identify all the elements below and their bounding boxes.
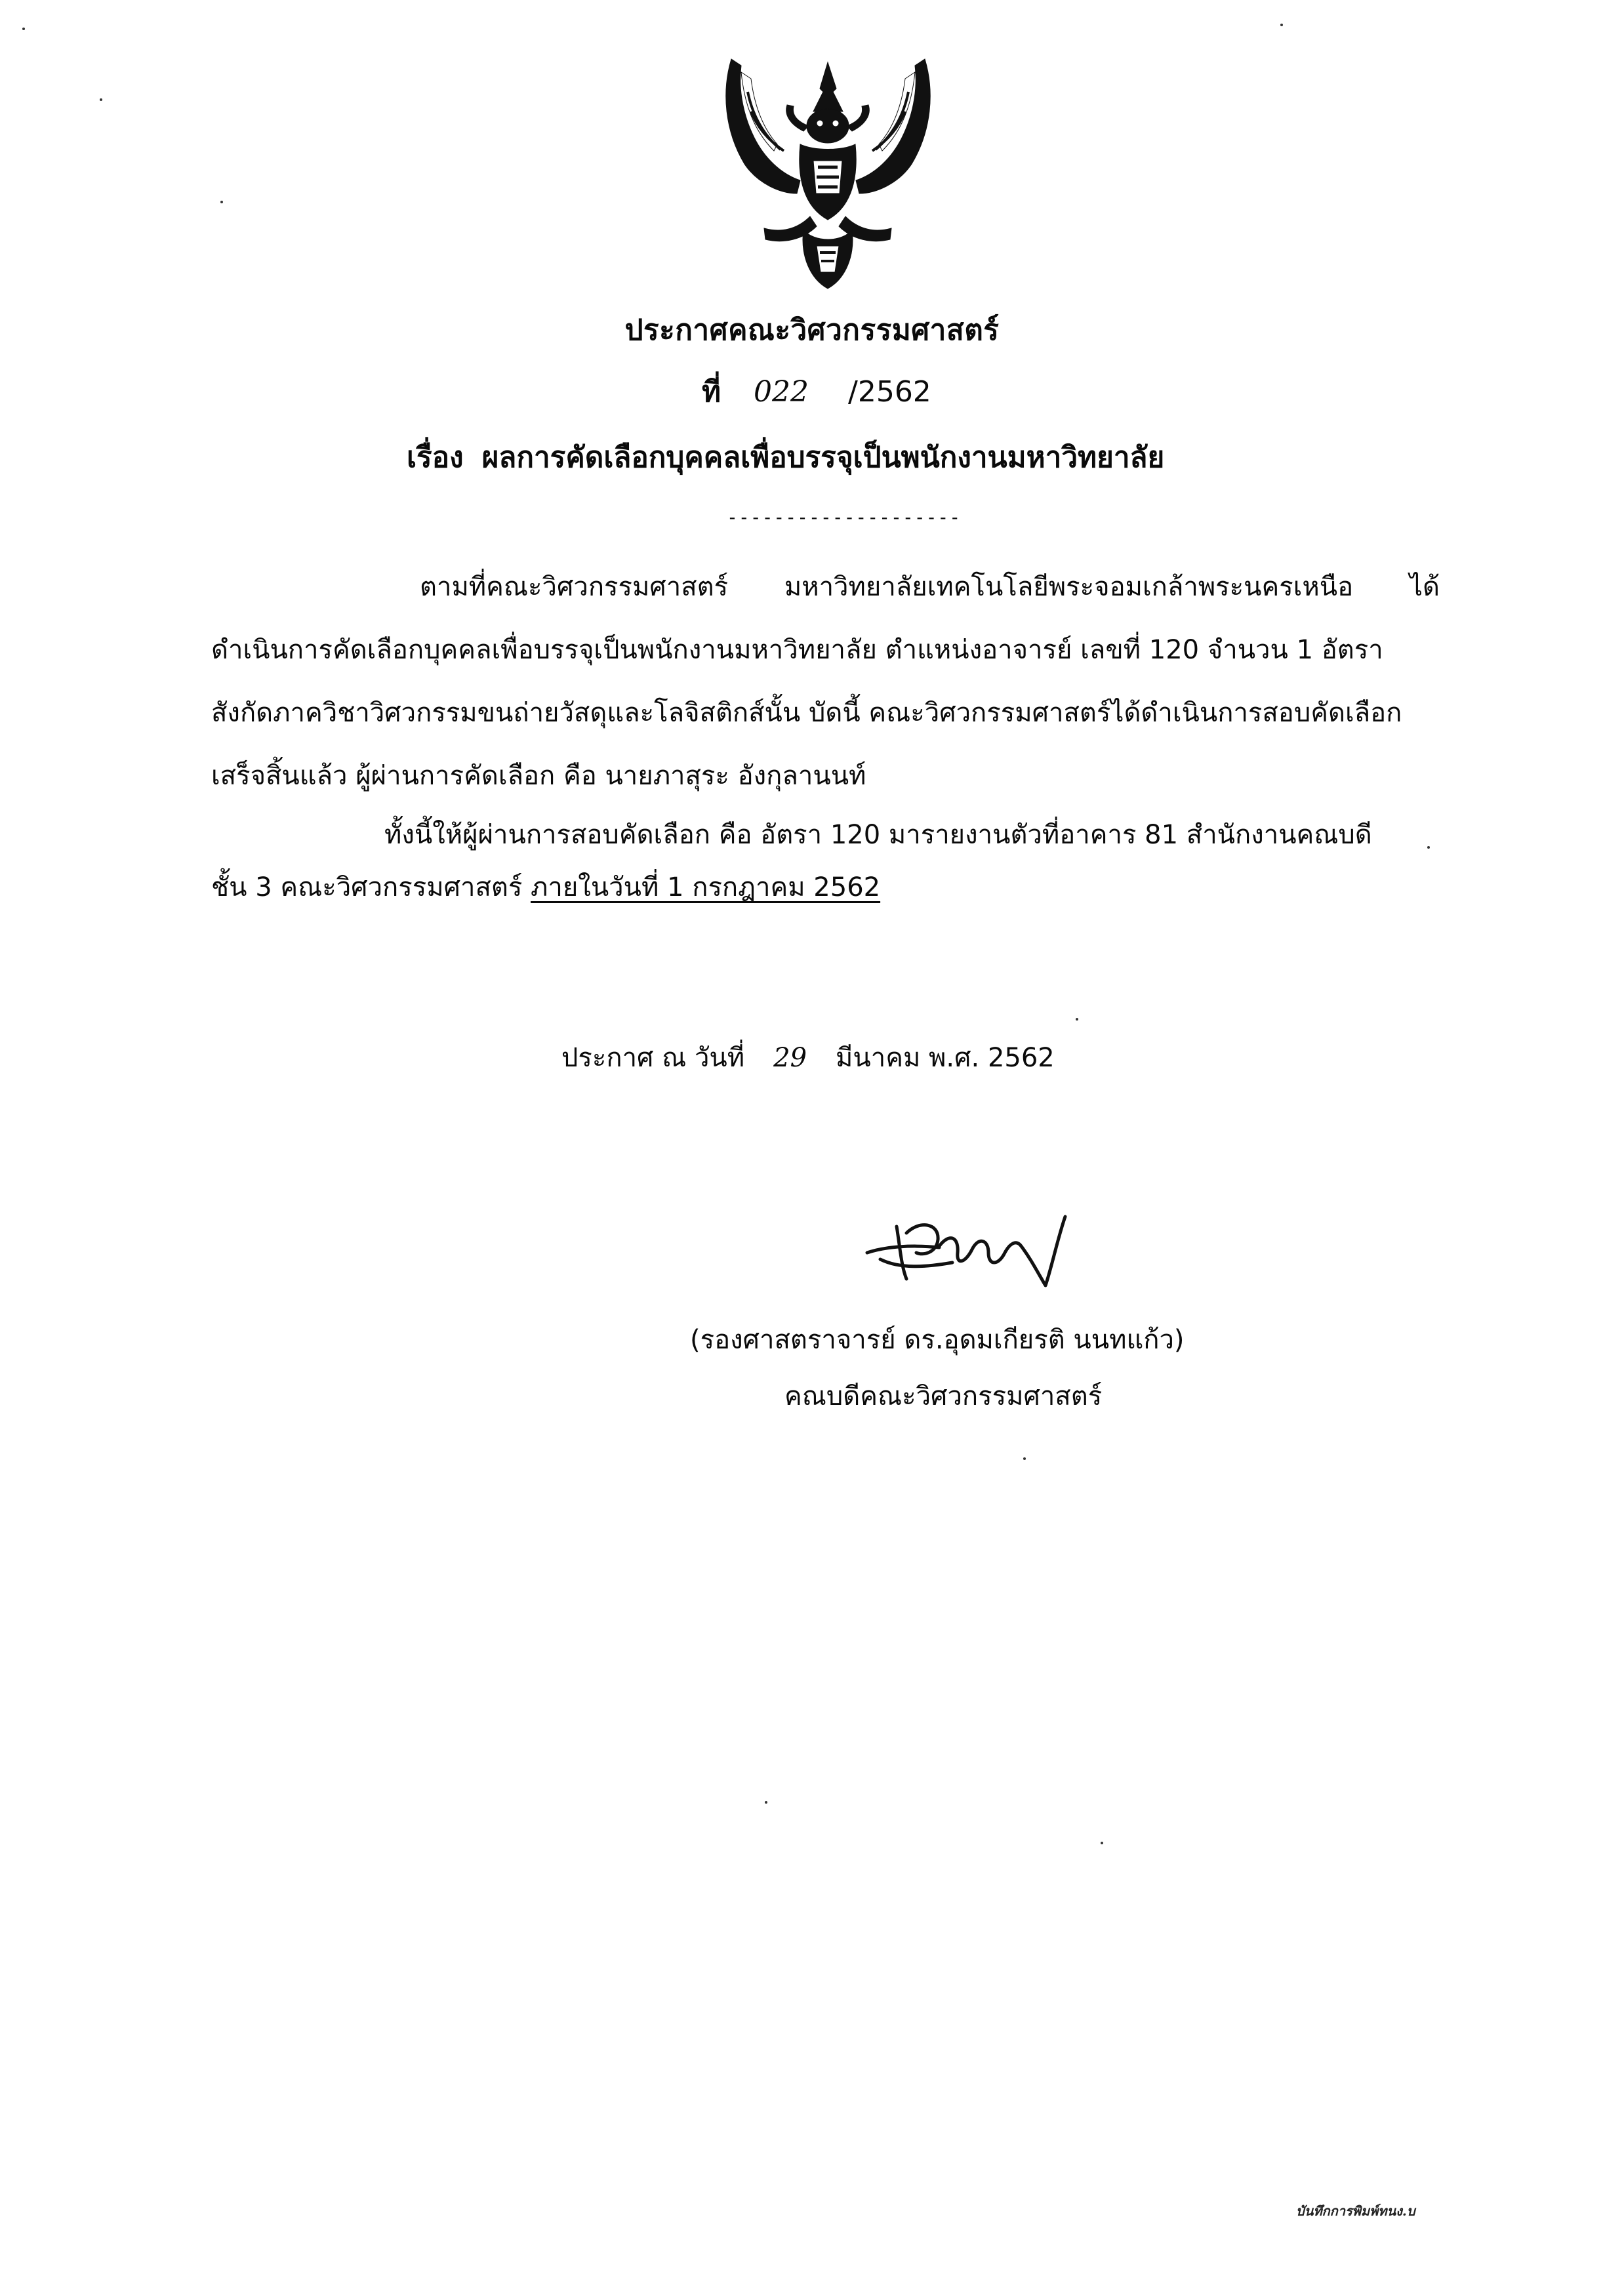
body-paragraph-line-5: ทั้งนี้ให้ผู้ผ่านการสอบคัดเลือก คือ อัตรา 120 มารายงานตัวที่อาคาร 81 สำนักงานคณบดี xyxy=(384,820,1372,850)
body-paragraph-line-2: ดำเนินการคัดเลือกบุคคลเพื่อบรรจุเป็นพนักงานมหาวิทยาลัย ตำแหน่งอาจารย์ เลขที่ 120 จำนวน 1 อัตรา xyxy=(211,635,1383,665)
garuda-emblem-icon xyxy=(718,52,938,292)
scan-speck xyxy=(1280,24,1283,26)
announcement-date xyxy=(561,1036,1055,1078)
number-label: ที่ xyxy=(702,375,721,409)
divider: -------------------- xyxy=(727,506,962,528)
date-day-handwritten: 29 xyxy=(773,1043,807,1073)
subject-label: เรื่อง xyxy=(407,441,464,474)
scan-speck xyxy=(765,1801,767,1804)
body-paragraph-line-6 xyxy=(211,866,880,908)
scan-speck xyxy=(1023,1457,1026,1460)
announcement-number xyxy=(702,369,931,415)
scan-speck xyxy=(100,98,102,101)
body-line1-part1: ตามที่คณะวิศวกรรมศาสตร์ xyxy=(420,572,729,602)
signer-title: คณบดีคณะวิศวกรรมศาสตร์ xyxy=(784,1381,1103,1411)
body-paragraph-line-1 xyxy=(420,565,1440,607)
body-paragraph-line-3: สังกัดภาควิชาวิศวกรรมขนถ่ายวัสดุและโลจิสติกส์นั้น บัดนี้ คณะวิศวกรรมศาสตร์ได้ดำเนินการสอบคัดเลือก xyxy=(211,698,1402,728)
subject-line xyxy=(407,434,1164,480)
scan-speck xyxy=(220,201,223,203)
scan-speck xyxy=(1076,1018,1078,1021)
number-handwritten: 022 xyxy=(754,375,809,409)
scan-speck xyxy=(1101,1842,1103,1844)
scan-speck xyxy=(22,28,25,30)
deadline-text: ภายในวันที่ 1 กรกฎาคม 2562 xyxy=(531,872,881,902)
body-line6-plain: ชั้น 3 คณะวิศวกรรมศาสตร์ xyxy=(211,872,531,902)
signer-name: (รองศาสตราจารย์ ดร.อุดมเกียรติ นนทแก้ว) xyxy=(690,1325,1185,1355)
number-year: /2562 xyxy=(848,375,931,409)
document-title: ประกาศคณะวิศวกรรมศาสตร์ xyxy=(624,314,1000,347)
body-line1-part2: มหาวิทยาลัยเทคโนโลยีพระจอมเกล้าพระนครเหนือ xyxy=(784,572,1354,602)
body-line1-part3: ได้ xyxy=(1409,572,1440,602)
body-paragraph-line-4: เสร็จสิ้นแล้ว ผู้ผ่านการคัดเลือก คือ นายภาสุระ อังกุลานนท์ xyxy=(211,761,866,791)
scan-speck xyxy=(1427,846,1430,849)
date-prefix: ประกาศ ณ วันที่ xyxy=(561,1043,745,1073)
date-suffix: มีนาคม พ.ศ. 2562 xyxy=(836,1043,1055,1073)
footer-note: บันทึกการพิมพ์ทนง.บ xyxy=(1296,2203,1415,2219)
subject-text: ผลการคัดเลือกบุคคลเพื่อบรรจุเป็นพนักงานมหาวิทยาลัย xyxy=(481,441,1165,474)
handwritten-signature-icon xyxy=(861,1207,1070,1299)
